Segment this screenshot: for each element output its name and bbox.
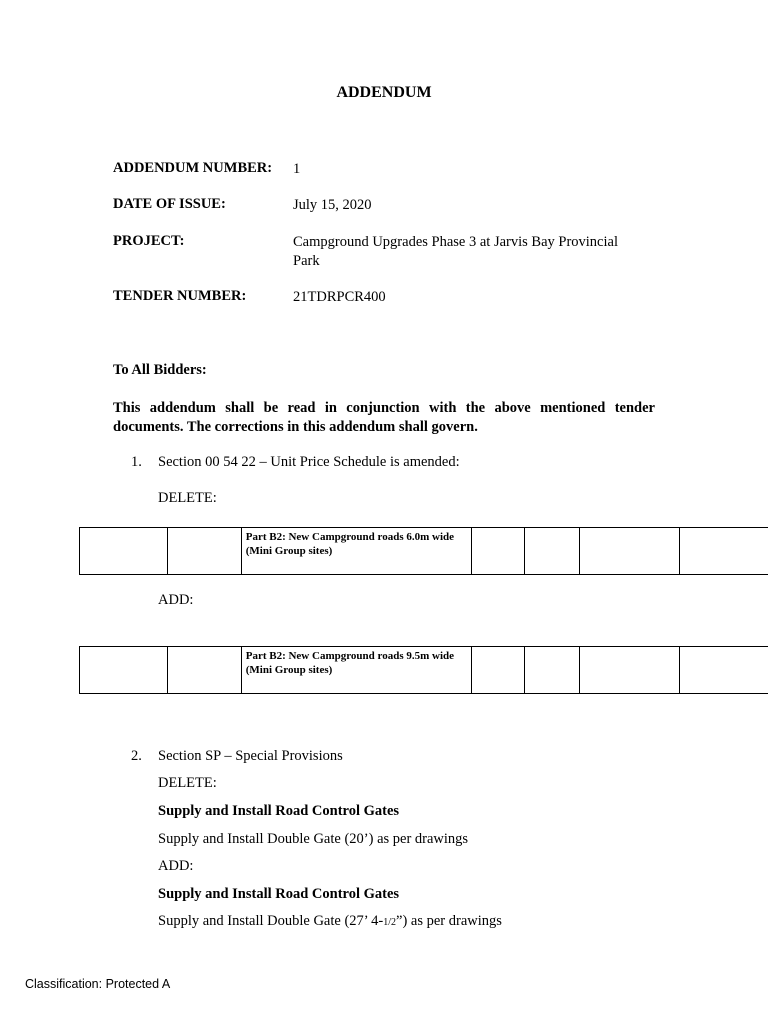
item-2-text: Section SP – Special Provisions: [158, 748, 343, 764]
table-cell-description: Part B2: New Campground roads 6.0m wide (Mini Group sites): [241, 528, 472, 575]
document-title: ADDENDUM: [336, 84, 432, 101]
table-cell: [168, 528, 242, 575]
add-schedule-table: [79, 646, 768, 694]
table-cell: [580, 528, 680, 575]
date-of-issue-label: DATE OF ISSUE:: [113, 196, 226, 212]
table-cell: [680, 647, 768, 694]
table-cell: [472, 528, 525, 575]
table-cell: [472, 647, 525, 694]
table-row: [80, 647, 768, 694]
table-row: [80, 528, 768, 575]
intro-line-2: documents. The corrections in this addendum shall govern.: [113, 419, 478, 435]
classification-footer: Classification: Protected A: [25, 977, 171, 991]
tender-number-label: TENDER NUMBER:: [113, 288, 247, 304]
project-value: Campground Upgrades Phase 3 at Jarvis Bay Provincial Park: [293, 234, 618, 269]
addendum-number-value: 1: [293, 161, 301, 177]
item-2-delete-heading: Supply and Install Road Control Gates: [158, 803, 400, 819]
addendum-number-label: ADDENDUM NUMBER:: [113, 160, 273, 176]
add-text-part: ”) as per drawings: [396, 913, 502, 929]
item-1-text: Section 00 54 22 – Unit Price Schedule is amended:: [158, 454, 460, 470]
item-1-delete-label: DELETE:: [158, 490, 217, 506]
add-text-fraction: 1/2: [383, 917, 397, 928]
item-2-add-label: ADD:: [158, 858, 194, 874]
tender-number-value: 21TDRPCR400: [293, 289, 386, 305]
table-cell: [525, 528, 580, 575]
intro-paragraph: [113, 399, 655, 437]
item-2-delete-label: DELETE:: [158, 775, 217, 791]
delete-schedule-table: [79, 527, 768, 575]
date-of-issue-value: July 15, 2020: [293, 197, 372, 213]
table-cell: [525, 647, 580, 694]
item-2-delete-text: Supply and Install Double Gate (20’) as per drawings: [158, 831, 469, 847]
item-1-add-label: ADD:: [158, 592, 194, 608]
salutation: To All Bidders:: [113, 362, 207, 378]
table-cell: [680, 528, 768, 575]
add-text-part: Supply and Install Double Gate (27’ 4-: [158, 913, 384, 929]
intro-line-1: This addendum shall be read in conjunction with the above mentioned tender: [113, 400, 655, 416]
table-cell: [80, 528, 168, 575]
item-2-add-text: [158, 913, 502, 930]
item-2-add-heading: Supply and Install Road Control Gates: [158, 886, 400, 902]
project-label: PROJECT:: [113, 233, 185, 249]
table-cell: [168, 647, 242, 694]
item-1-number: 1.: [131, 454, 142, 470]
table-cell: [80, 647, 168, 694]
table-cell-description: Part B2: New Campground roads 9.5m wide (Mini Group sites): [241, 647, 472, 694]
item-2-number: 2.: [131, 748, 142, 764]
table-cell: [580, 647, 680, 694]
